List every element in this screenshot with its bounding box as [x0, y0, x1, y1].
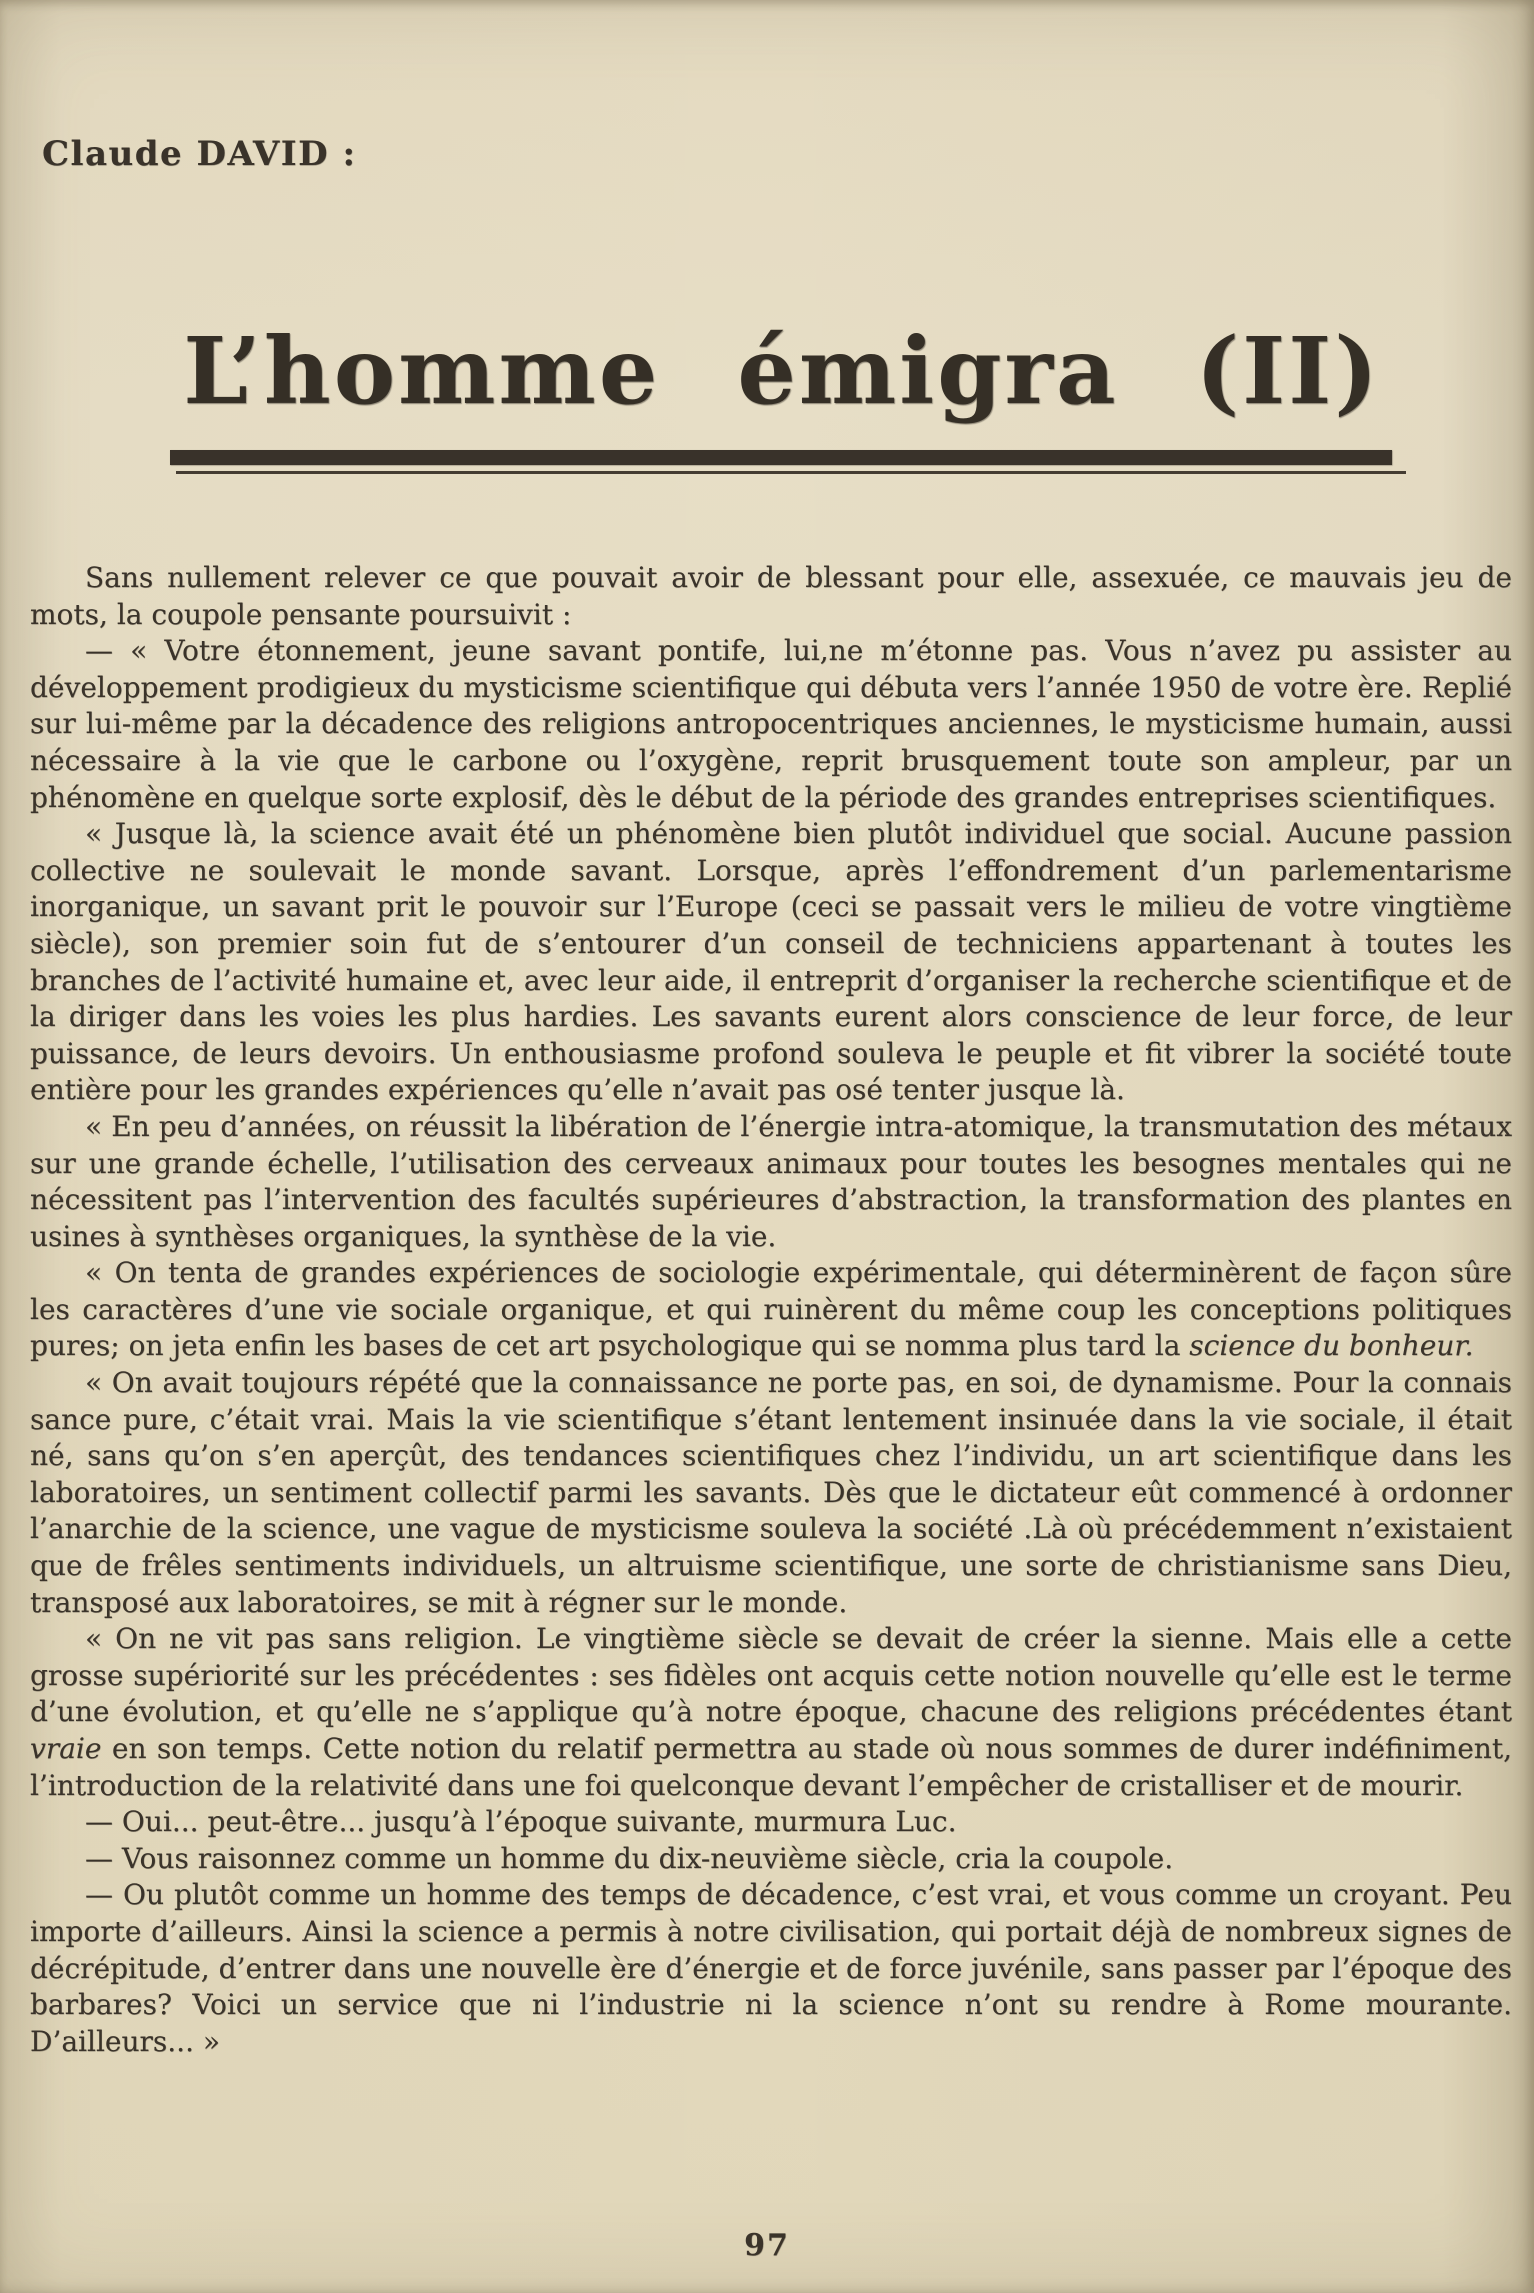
- paragraph-run: « On avait toujours répété que la connaissance ne porte pas, en soi, de dynamisme. Pour la connais sance pure, c’était vrai. Mais la vie scientifique s’étant lentement insinuée dans la vie sociale, il était né, sans qu’on s’en aperçût, des tendances scientifiques chez l’individu, un art scientifique dans les laboratoires, un sentiment collectif parmi les savants. Dès que le dictateur eût commencé à ordonner l’anarchie de la science, une vague de mysticisme souleva la société .Là où précédemment n’existaient que de frêles sentiments individuels, un altruisme scientifique, une sorte de christianisme sans Dieu, transposé aux laboratoires, se mit à régner sur le monde.: [30, 1366, 1512, 1619]
- body-text: [30, 560, 1512, 2060]
- paragraph: [30, 816, 1512, 1109]
- title-underline-thin: [176, 471, 1406, 474]
- paragraph-run: — Vous raisonnez comme un homme du dix-neuvième siècle, cria la coupole.: [85, 1841, 1174, 1875]
- paragraph-run: en son temps. Cette notion du relatif permettra au stade où nous sommes de durer indéfiniment, l’introduction de la relativité dans une foi quelconque devant l’empêcher de cristalliser et de mourir.: [30, 1732, 1512, 1802]
- paragraph-run: « Jusque là, la science avait été un phénomène bien plutôt individuel que social. Aucune passion collective ne soulevait le monde savant. Lorsque, après l’effondrement d’un parlementarisme inorganique, un savant prit le pouvoir sur l’Europe (ceci se passait vers le milieu de votre vingtième siècle), son premier soin fut de s’entourer d’un conseil de techniciens appartenant à toutes les branches de l’activité humaine et, avec leur aide, il entreprit d’organiser la recherche scientifique et de la diriger dans les voies les plus hardies. Les savants eurent alors conscience de leur force, de leur puissance, de leurs devoirs. Un enthousiasme profond souleva le peuple et fit vibrer la société toute entière pour les grandes expériences qu’elle n’avait pas osé tenter jusque là.: [30, 817, 1512, 1107]
- title-block: [170, 317, 1394, 425]
- paragraph-run: — « Votre étonnement, jeune savant pontife, lui,ne m’étonne pas. Vous n’avez pu assister au développement prodigieux du mysticisme scientifique qui débuta vers l’année 1950 de votre ère. Replié sur lui-même par la décadence des religions antropocentriques anciennes, le mysticisme humain, aussi nécessaire à la vie que le carbone ou l’oxygène, reprit brusquement toute son ampleur, par un phénomène en quelque sorte explosif, dès le début de la période des grandes entreprises scientifiques.: [30, 634, 1512, 814]
- paragraph-run: « On tenta de grandes expériences de sociologie expérimentale, qui déterminèrent de façon sûre les caractères d’une vie sociale organique, et qui ruinèrent du même coup les conceptions politiques pures; on jeta enfin les bases de cet art psychologique qui se nomma plus tard la: [30, 1256, 1512, 1363]
- paragraph: [30, 560, 1512, 633]
- paragraph: [30, 1109, 1512, 1255]
- page-number: 97: [744, 2228, 790, 2263]
- title-underline-thick: [170, 450, 1392, 465]
- paragraph: [30, 1877, 1512, 2060]
- author-line: Claude DAVID :: [42, 134, 357, 174]
- paragraph: [30, 1804, 1512, 1841]
- paragraph-run-italic: vraie: [30, 1732, 102, 1765]
- paragraph: [30, 1841, 1512, 1878]
- paragraph: [30, 1621, 1512, 1804]
- paragraph-run: « En peu d’années, on réussit la libération de l’énergie intra-atomique, la transmutation des métaux sur une grande échelle, l’utilisation des cerveaux animaux pour toutes les besognes mentales qui ne nécessitent pas l’intervention des facultés supérieures d’abstraction, la transformation des plantes en usines à synthèses organiques, la synthèse de la vie.: [30, 1109, 1512, 1253]
- paragraph-run: « On ne vit pas sans religion. Le vingtième siècle se devait de créer la sienne. Mais elle a cette grosse supériorité sur les précédentes : ses fidèles ont acquis cette notion nouvelle qu’elle est le terme d’une évolution, et qu’elle ne s’applique qu’à notre époque, chacune des religions précédentes étant: [30, 1622, 1512, 1729]
- paragraph: [30, 1365, 1512, 1621]
- paragraph-run: Sans nullement relever ce que pouvait avoir de blessant pour elle, assexuée, ce mauvais jeu de mots, la coupole pensante poursuivit :: [30, 561, 1512, 631]
- paragraph: [30, 1255, 1512, 1365]
- paragraph-run: — Ou plutôt comme un homme des temps de décadence, c’est vrai, et vous comme un croyant. Peu importe d’ailleurs. Ainsi la science a permis à notre civilisation, qui portait déjà de nombreux signes de décrépitude, d’entrer dans une nouvelle ère d’énergie et de force juvénile, sans passer par l’époque des barbares? Voici un service que ni l’industrie ni la science n’ont su rendre à Rome mourante. D’ailleurs... »: [30, 1878, 1512, 2058]
- paragraph: [30, 633, 1512, 816]
- article-title: L’homme émigra (II): [183, 317, 1381, 425]
- paragraph-run: — Oui... peut-être... jusqu’à l’époque suivante, murmura Luc.: [85, 1805, 957, 1839]
- paragraph-run-italic: science du bonheur.: [1189, 1329, 1474, 1363]
